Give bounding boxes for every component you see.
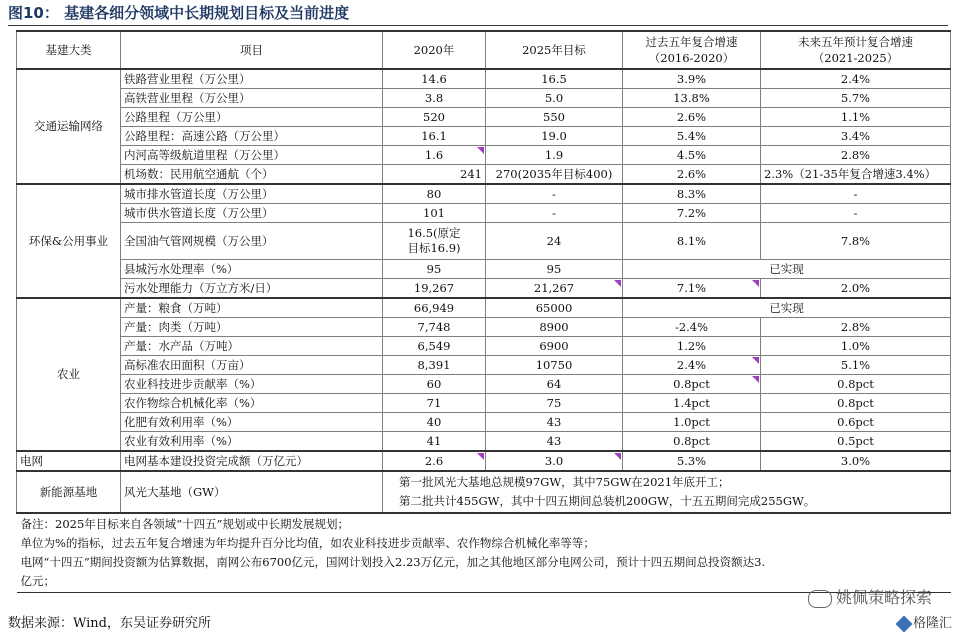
- header-future-cagr-line1: 未来五年预计复合增速: [798, 35, 913, 49]
- row-2020-value: 1.6: [424, 147, 444, 162]
- row-item: 机场数：民用航空通航（个）: [121, 165, 383, 185]
- table-row: [17, 89, 951, 108]
- comment-marker-icon: [614, 453, 621, 460]
- comment-marker-icon: [752, 357, 759, 364]
- row-past: 4.5%: [623, 146, 761, 165]
- row-2025: 43: [486, 413, 623, 432]
- table-row: [17, 165, 951, 185]
- table-row: [17, 451, 951, 471]
- row-past: 2.6%: [623, 108, 761, 127]
- row-2020: 66,949: [383, 298, 486, 318]
- table-row: [17, 108, 951, 127]
- table-row: [17, 146, 951, 165]
- row-achieved: 已实现: [623, 260, 951, 279]
- brand-logo: [898, 612, 952, 631]
- row-2020: 7,748: [383, 318, 486, 337]
- row-2025: 270(2035年目标400): [486, 165, 623, 185]
- row-2020: 71: [383, 394, 486, 413]
- table-header-row: [17, 31, 951, 69]
- table-row: [17, 337, 951, 356]
- row-2020-value: 2.6: [424, 453, 444, 468]
- row-item: 电网基本建设投资完成额（万亿元）: [121, 451, 383, 471]
- row-2020: 520: [383, 108, 486, 127]
- row-2020: 14.6: [383, 69, 486, 89]
- row-2025: 550: [486, 108, 623, 127]
- row-2025: -: [486, 204, 623, 223]
- comment-marker-icon: [752, 376, 759, 383]
- row-achieved: 已实现: [623, 298, 951, 318]
- row-2020-line1: 16.5(原定: [407, 226, 461, 240]
- row-2025: -: [486, 184, 623, 204]
- row-2020: 3.8: [383, 89, 486, 108]
- row-2025: [486, 451, 623, 471]
- row-past-value: 0.8pct: [673, 376, 710, 391]
- notes: [17, 513, 951, 593]
- header-item: 项目: [121, 31, 383, 69]
- row-2025-value: 21,267: [533, 280, 575, 295]
- note-line: 单位为%的指标，过去五年复合增速为年均提升百分比均值，如农业科技进步贡献率、农作物综合机械化率等等；: [20, 536, 595, 550]
- row-item: 铁路营业里程（万公里）: [121, 69, 383, 89]
- row-item: 县城污水处理率（%）: [121, 260, 383, 279]
- table-row: [17, 279, 951, 299]
- row-2025: 16.5: [486, 69, 623, 89]
- header-future-cagr: [761, 31, 951, 69]
- header-2025-target: 2025年目标: [486, 31, 623, 69]
- row-past: 13.8%: [623, 89, 761, 108]
- gelonghui-icon: [895, 615, 912, 632]
- row-past: 2.6%: [623, 165, 761, 185]
- table-row: [17, 432, 951, 452]
- row-note-line1: 第一批风光大基地总规模97GW，其中75GW在2021年底开工；: [399, 475, 730, 489]
- row-2025: 64: [486, 375, 623, 394]
- row-2025: 65000: [486, 298, 623, 318]
- row-future: -: [761, 184, 951, 204]
- group-agri: 农业: [17, 298, 121, 451]
- infrastructure-table: [16, 30, 951, 593]
- row-past: [623, 375, 761, 394]
- table-row: [17, 298, 951, 318]
- table-row: [17, 471, 951, 513]
- table-row: [17, 204, 951, 223]
- header-past-cagr-line2: （2016-2020）: [648, 51, 735, 65]
- row-2020: 6,549: [383, 337, 486, 356]
- row-future: 0.6pct: [761, 413, 951, 432]
- row-2020: [383, 223, 486, 260]
- row-2025: 24: [486, 223, 623, 260]
- header-future-cagr-line2: （2021-2025）: [812, 51, 899, 65]
- row-2025: 10750: [486, 356, 623, 375]
- row-future: 0.8pct: [761, 375, 951, 394]
- comment-marker-icon: [752, 280, 759, 287]
- table-row: [17, 413, 951, 432]
- table-row: [17, 356, 951, 375]
- row-item: 内河高等级航道里程（万公里）: [121, 146, 383, 165]
- row-future: 3.4%: [761, 127, 951, 146]
- row-past: [623, 356, 761, 375]
- row-item: 高标准农田面积（万亩）: [121, 356, 383, 375]
- row-past-value: 7.1%: [676, 280, 707, 295]
- header-2020: 2020年: [383, 31, 486, 69]
- note-line: 亿元；: [20, 574, 55, 588]
- row-2020: 8,391: [383, 356, 486, 375]
- title-divider: [8, 25, 948, 26]
- row-2025-value: 3.0: [544, 453, 564, 468]
- row-past-value: 2.4%: [676, 357, 707, 372]
- row-future: 0.5pct: [761, 432, 951, 452]
- row-future: 2.4%: [761, 69, 951, 89]
- table-row: [17, 127, 951, 146]
- row-future: 7.8%: [761, 223, 951, 260]
- row-item: 城市排水管道长度（万公里）: [121, 184, 383, 204]
- group-transport: 交通运输网络: [17, 69, 121, 184]
- row-future: 1.0%: [761, 337, 951, 356]
- note-line: 电网“十四五”期间投资额为估算数据，南网公布6700亿元，国网计划投入2.23万亿元，加之其他地区部分电网公司，预计十四五期间总投资额达3.: [20, 555, 766, 569]
- comment-marker-icon: [477, 453, 484, 460]
- group-env: 环保&公用事业: [17, 184, 121, 298]
- row-future: -: [761, 204, 951, 223]
- row-item: 高铁营业里程（万公里）: [121, 89, 383, 108]
- row-2020: 95: [383, 260, 486, 279]
- row-2025: 95: [486, 260, 623, 279]
- group-newenergy: 新能源基地: [17, 471, 121, 513]
- row-2020: 60: [383, 375, 486, 394]
- row-item: 化肥有效利用率（%）: [121, 413, 383, 432]
- row-past: 8.3%: [623, 184, 761, 204]
- header-category: 基建大类: [17, 31, 121, 69]
- row-item: 全国油气管网规模（万公里）: [121, 223, 383, 260]
- row-past: 0.8pct: [623, 432, 761, 452]
- comment-marker-icon: [614, 280, 621, 287]
- table-row: [17, 260, 951, 279]
- row-future: 0.8pct: [761, 394, 951, 413]
- header-past-cagr: [623, 31, 761, 69]
- row-past: 1.2%: [623, 337, 761, 356]
- row-future: 2.3%（21-35年复合增速3.4%）: [761, 165, 951, 185]
- watermark: [808, 585, 932, 608]
- row-note: [383, 471, 951, 513]
- row-future: 5.1%: [761, 356, 951, 375]
- row-past: -2.4%: [623, 318, 761, 337]
- row-2025: 19.0: [486, 127, 623, 146]
- row-2025: 6900: [486, 337, 623, 356]
- header-past-cagr-line1: 过去五年复合增速: [645, 35, 738, 49]
- row-2025: 43: [486, 432, 623, 452]
- table-row: [17, 69, 951, 89]
- row-2025: [486, 279, 623, 299]
- table-row: [17, 394, 951, 413]
- row-past: [623, 279, 761, 299]
- row-past: 1.0pct: [623, 413, 761, 432]
- row-2020: 40: [383, 413, 486, 432]
- comment-marker-icon: [477, 147, 484, 154]
- row-2025: 75: [486, 394, 623, 413]
- row-future: 2.8%: [761, 318, 951, 337]
- row-past: 1.4pct: [623, 394, 761, 413]
- row-2020: 19,267: [383, 279, 486, 299]
- table-row: [17, 223, 951, 260]
- row-item: 公路里程：高速公路（万公里）: [121, 127, 383, 146]
- row-2020: 80: [383, 184, 486, 204]
- wechat-icon: [808, 590, 832, 608]
- row-2025: 1.9: [486, 146, 623, 165]
- row-2025: 5.0: [486, 89, 623, 108]
- watermark-text: 姚佩策略探索: [835, 588, 932, 607]
- brand-text: 格隆汇: [912, 616, 952, 631]
- row-past: 5.3%: [623, 451, 761, 471]
- row-2020: [383, 451, 486, 471]
- table-row: [17, 184, 951, 204]
- note-line: 备注：2025年目标来自各领域“十四五”规划或中长期发展规划；: [20, 517, 350, 531]
- row-future: 2.8%: [761, 146, 951, 165]
- group-grid: 电网: [17, 451, 121, 471]
- row-2020-line2: 目标16.9): [407, 241, 461, 255]
- row-past: 3.9%: [623, 69, 761, 89]
- row-future: 3.0%: [761, 451, 951, 471]
- row-future: 2.0%: [761, 279, 951, 299]
- row-note-line2: 第二批共计455GW，其中十四五期间总装机200GW，十五五期间完成255GW。: [399, 494, 816, 508]
- row-item: 公路里程（万公里）: [121, 108, 383, 127]
- row-item: 农业有效利用率（%）: [121, 432, 383, 452]
- row-item: 风光大基地（GW）: [121, 471, 383, 513]
- table-row: [17, 375, 951, 394]
- table-row: [17, 318, 951, 337]
- row-item: 城市供水管道长度（万公里）: [121, 204, 383, 223]
- figure-title: 图10： 基建各细分领域中长期规划目标及当前进度: [8, 4, 350, 22]
- row-2020: 16.1: [383, 127, 486, 146]
- row-item: 农业科技进步贡献率（%）: [121, 375, 383, 394]
- row-2020: 241: [383, 165, 486, 185]
- row-future: 1.1%: [761, 108, 951, 127]
- row-past: 5.4%: [623, 127, 761, 146]
- row-2020: 41: [383, 432, 486, 452]
- row-past: 7.2%: [623, 204, 761, 223]
- row-item: 农作物综合机械化率（%）: [121, 394, 383, 413]
- row-2020: [383, 146, 486, 165]
- row-past: 8.1%: [623, 223, 761, 260]
- row-item: 产量：肉类（万吨）: [121, 318, 383, 337]
- row-2025: 8900: [486, 318, 623, 337]
- row-future: 5.7%: [761, 89, 951, 108]
- row-item: 产量：粮食（万吨）: [121, 298, 383, 318]
- row-item: 污水处理能力（万立方米/日）: [121, 279, 383, 299]
- row-item: 产量：水产品（万吨）: [121, 337, 383, 356]
- notes-row: [17, 513, 951, 593]
- row-2020: 101: [383, 204, 486, 223]
- data-source: 数据来源：Wind，东吴证券研究所: [8, 616, 211, 631]
